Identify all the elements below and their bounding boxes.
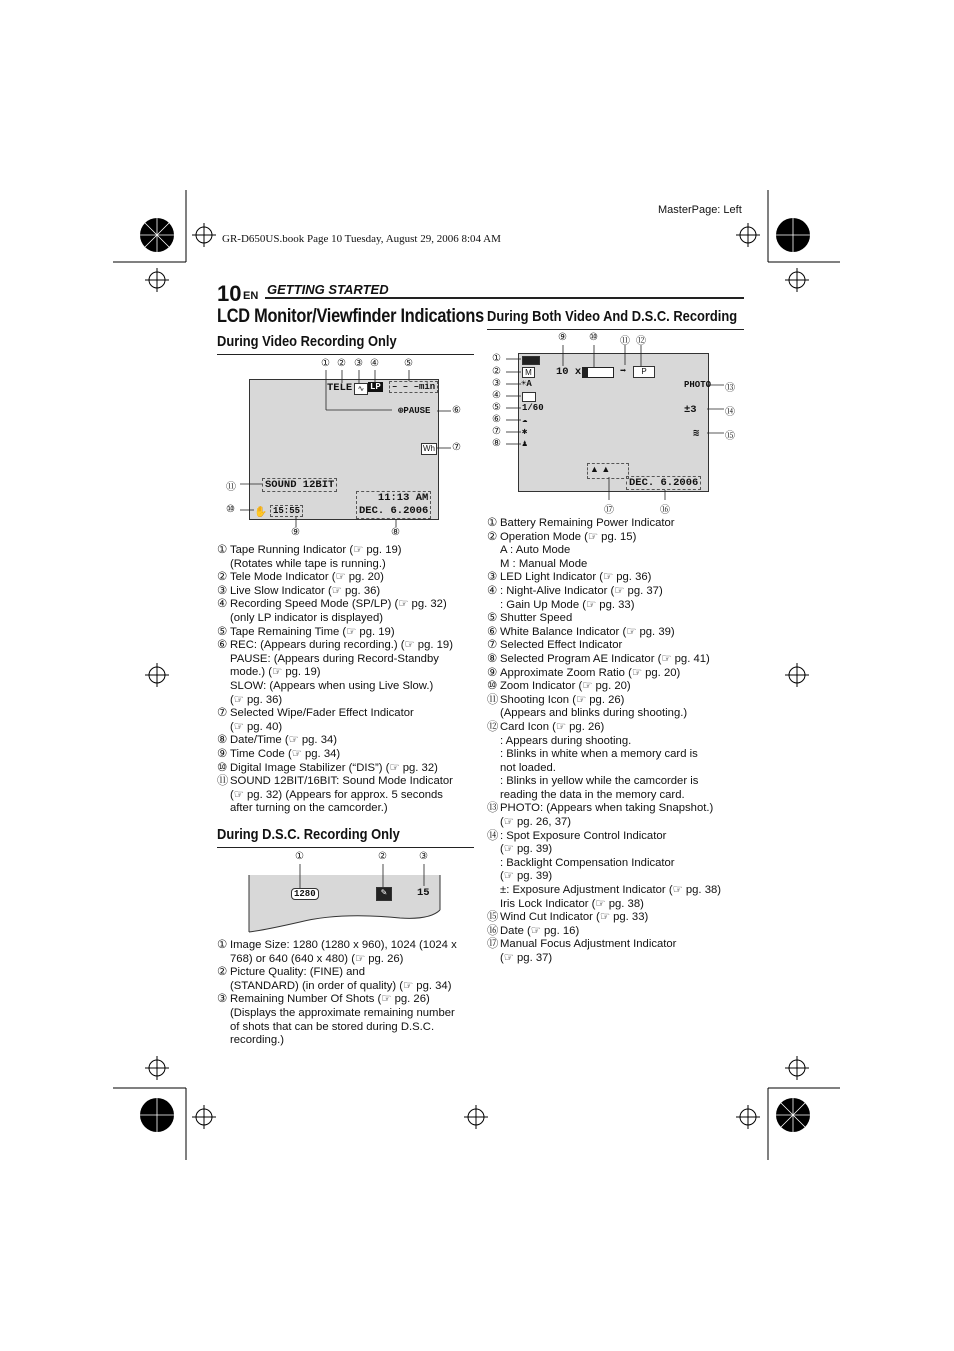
wipe-fader-icon: Wh — [423, 444, 435, 453]
sound-mode-indicator: SOUND 12BIT — [262, 478, 337, 492]
both-heading: During Both Video And D.S.C. Recording — [487, 308, 738, 325]
both-callout-17: ⑰ — [604, 505, 614, 516]
list-item: ② Picture Quality: (FINE) and (STANDARD) (in order of quality) (☞ pg. 34) — [217, 966, 452, 992]
list-item: ⑮ Wind Cut Indicator (☞ pg. 33) — [487, 911, 649, 924]
both-callout-9: ⑨ — [558, 332, 567, 343]
both-callout-3: ③ — [492, 378, 501, 389]
list-item: ④ Recording Speed Mode (SP/LP) (☞ pg. 32) (only LP indicator is displayed) — [217, 598, 447, 624]
list-item: ⑭ : Spot Exposure Control Indicator (☞ pg. 39) : Backlight Compensation Indicator (☞ pg. 39) ±: Exposure Adjustment Indicator (☞ pg. 38) Iris Lock Indicator (☞ pg. 38) — [487, 829, 722, 910]
focus-indicator: ▲ ▲ — [587, 463, 629, 479]
dis-icon: ✋ — [254, 507, 268, 519]
date-display: DEC. 6.2006 — [359, 505, 429, 517]
photo-indicator: PHOTO — [684, 380, 712, 390]
dsc-callout-3: ③ — [419, 851, 428, 862]
video-callout-11: ⑪ — [226, 482, 236, 493]
video-callout-9: ⑨ — [291, 527, 300, 538]
timecode-display: 15:55 — [270, 505, 303, 517]
card-icon: P — [633, 366, 655, 378]
zoom-ratio: 10 x — [556, 366, 582, 378]
list-item: ① Tape Running Indicator (☞ pg. 19) (Rotates while tape is running.) — [217, 544, 402, 570]
both-callout-11: ⑪ — [620, 336, 630, 347]
shutter-speed: 1/60 — [522, 403, 544, 413]
video-callout-10: ⑩ — [226, 504, 235, 515]
both-callout-5: ⑤ — [492, 402, 501, 413]
list-item: ⑥ REC: (Appears during recording.) (☞ pg. 19) PAUSE: (Appears during Record-Standby mode.) (☞ pg. 19) SLOW: (Appears when using Live Slow.) (☞ pg. 36) — [217, 639, 453, 706]
list-item: ① Battery Remaining Power Indicator — [487, 517, 675, 529]
tape-running-icon: ⊕ — [398, 406, 404, 416]
both-date-display: DEC. 6.2006 — [626, 476, 701, 490]
list-item: ⑩ Zoom Indicator (☞ pg. 20) — [487, 680, 631, 693]
list-item: ③ LED Light Indicator (☞ pg. 36) — [487, 571, 652, 584]
list-item: ⑬ PHOTO: (Appears when taking Snapshot.) (☞ pg. 26, 37) — [487, 802, 714, 829]
both-callout-12: ⑫ — [636, 336, 646, 347]
both-callout-1: ① — [492, 353, 501, 364]
list-item: ④ : Night-Alive Indicator (☞ pg. 37) : Gain Up Mode (☞ pg. 33) — [487, 584, 663, 611]
master-page-label: MasterPage: Left — [658, 204, 742, 216]
video-callout-2: ② — [337, 358, 346, 369]
dsc-callout-1: ① — [295, 851, 304, 862]
video-callout-5: ⑤ — [404, 358, 413, 369]
remaining-shots: 15 — [417, 887, 430, 899]
list-item: ⑫ Card Icon (☞ pg. 26) : Appears during shooting. : Blinks in white when a memory card is not loaded. : Blinks in yellow while the camcorder is reading the data in the memory card. — [487, 720, 699, 801]
list-item: ⑰ Manual Focus Adjustment Indicator (☞ pg. 37) — [487, 938, 677, 964]
list-item: ⑪ Shooting Icon (☞ pg. 26) (Appears and blinks during shooting.) — [487, 693, 688, 720]
led-light-icon: ☀A — [521, 379, 532, 389]
list-item: ⑤ Tape Remaining Time (☞ pg. 19) — [217, 625, 395, 638]
both-callout-2: ② — [492, 366, 501, 377]
list-item: ⑨ Time Code (☞ pg. 34) — [217, 747, 341, 760]
live-slow-icon: ∿ — [354, 383, 368, 395]
video-callout-3: ③ — [354, 358, 363, 369]
effect-icon: ✱ — [522, 427, 528, 437]
section-title: GETTING STARTED — [267, 282, 389, 297]
lp-indicator: LP — [370, 382, 381, 392]
list-item: ⑪ SOUND 12BIT/16BIT: Sound Mode Indicator (☞ pg. 32) (Appears for approx. 5 seconds after turning on the camcorder.) — [217, 775, 453, 815]
video-callout-4: ④ — [370, 358, 379, 369]
list-item: ⑤ Shutter Speed — [487, 612, 573, 625]
list-item: ⑧ Date/Time (☞ pg. 34) — [217, 734, 338, 747]
wind-cut-icon: ≋ — [693, 428, 700, 440]
list-item: ⑦ Selected Effect Indicator — [487, 639, 623, 652]
file-header: GR-D650US.book Page 10 Tuesday, August 29, 2006 8:04 AM — [222, 233, 501, 245]
list-item: ② Tele Mode Indicator (☞ pg. 20) — [217, 571, 384, 584]
page-title: LCD Monitor/Viewfinder Indications — [217, 306, 484, 327]
list-item: ③ Remaining Number Of Shots (☞ pg. 26) (Displays the approximate remaining number of shots that can be stored during D.S.C. recording.) — [217, 993, 455, 1047]
page-language: EN — [243, 290, 259, 302]
list-item: ⑧ Selected Program AE Indicator (☞ pg. 41) — [487, 652, 710, 665]
both-list — [487, 517, 749, 966]
list-item: ⑥ White Balance Indicator (☞ pg. 39) — [487, 625, 675, 638]
both-callout-13: ⑬ — [725, 383, 735, 394]
both-callout-6: ⑥ — [492, 414, 501, 425]
video-callout-7: ⑦ — [452, 442, 461, 453]
white-balance-icon: ☁ — [522, 415, 528, 425]
video-callout-6: ⑥ — [452, 405, 461, 416]
video-callout-8: ⑧ — [391, 527, 400, 538]
both-callout-8: ⑧ — [492, 438, 501, 449]
both-callout-4: ④ — [492, 390, 501, 401]
both-callout-16: ⑯ — [660, 505, 670, 516]
list-item: ③ Live Slow Indicator (☞ pg. 36) — [217, 584, 381, 597]
both-callout-7: ⑦ — [492, 426, 501, 437]
operation-mode-icon: M — [522, 367, 535, 378]
quality-icon: ✎ — [376, 887, 392, 901]
tape-remaining: – – –min — [389, 381, 438, 393]
video-only-heading: During Video Recording Only — [217, 333, 397, 350]
list-item: ⑨ Approximate Zoom Ratio (☞ pg. 20) — [487, 666, 681, 679]
list-item: ① Image Size: 1280 (1280 x 960), 1024 (1024 x 768) or 640 (640 x 480) (☞ pg. 26) — [217, 939, 457, 965]
list-item: ⑯ Date (☞ pg. 16) — [487, 924, 580, 937]
dsc-callout-2: ② — [378, 851, 387, 862]
list-item: ⑩ Digital Image Stabilizer (“DIS”) (☞ pg. 32) — [217, 761, 438, 774]
image-size-indicator: 1280 — [291, 888, 319, 900]
program-ae-icon: ♟ — [522, 439, 528, 449]
both-callout-14: ⑭ — [725, 407, 735, 418]
exposure-indicator: ±3 — [684, 404, 697, 416]
time-display: 11:13 AM — [377, 492, 429, 504]
dsc-only-heading: During D.S.C. Recording Only — [217, 826, 400, 843]
list-item: ② Operation Mode (☞ pg. 15) A : Auto Mode M : Manual Mode — [487, 530, 637, 570]
both-callout-10: ⑩ — [589, 332, 598, 343]
video-callout-1: ① — [321, 358, 330, 369]
pause-label: PAUSE — [403, 406, 431, 416]
shooting-icon: ➡ — [620, 366, 627, 378]
list-item: ⑦ Selected Wipe/Fader Effect Indicator (☞ pg. 40) — [217, 707, 414, 733]
tele-indicator: TELE — [327, 382, 353, 394]
both-callout-15: ⑮ — [725, 431, 735, 442]
page-number: 10 — [217, 281, 242, 306]
